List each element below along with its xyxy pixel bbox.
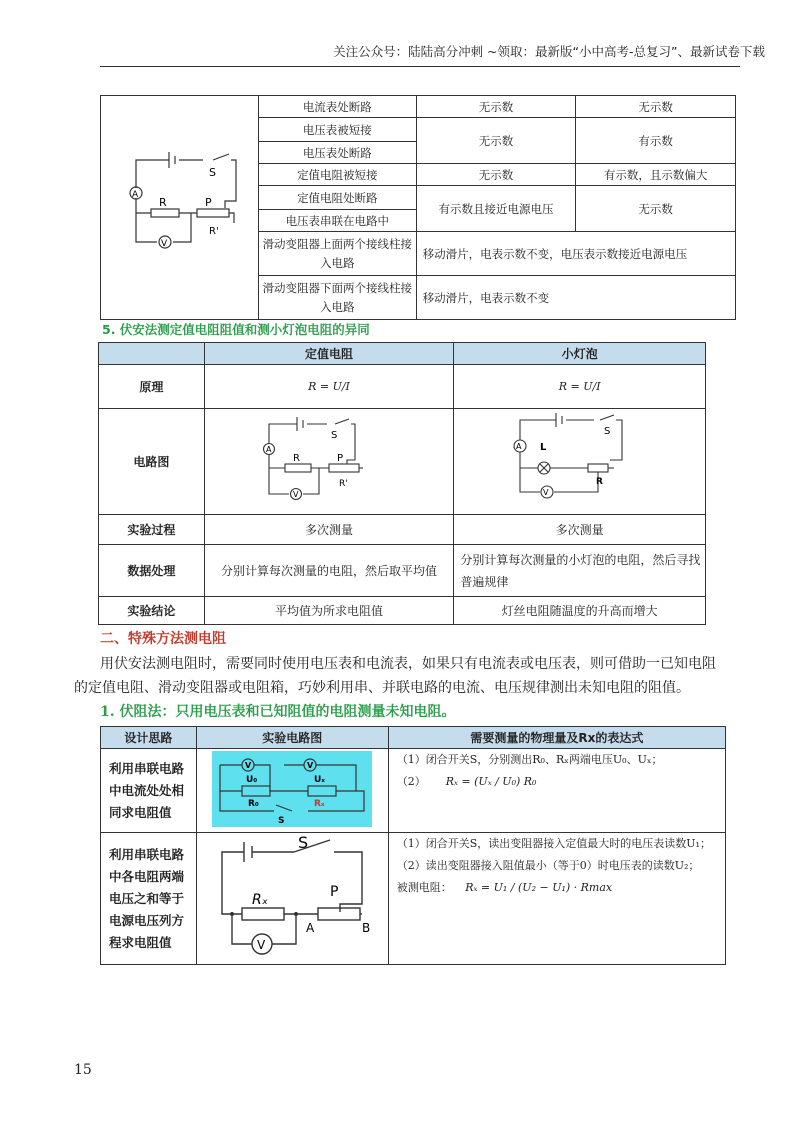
switch-label: S	[278, 816, 285, 826]
voltmeter-label: V	[292, 490, 299, 499]
terminal-b-label: B	[362, 921, 371, 935]
comparison-table	[98, 342, 706, 625]
formula-2-prefix: 被测电阻：	[396, 881, 452, 894]
fault-cell: 定值电阻被短接	[258, 164, 416, 186]
slider-label: P	[336, 453, 344, 464]
principle-formula-b: R = U/I	[454, 365, 706, 409]
section-5-title: 5. 伏安法测定值电阻阻值和测小灯泡电阻的异同	[102, 322, 370, 337]
ux-label: Uₓ	[314, 775, 326, 785]
fault-table	[100, 95, 736, 320]
step-1: （1）闭合开关S，分别测出R₀、Rₓ两端电压U₀、Uₓ；	[396, 753, 663, 766]
fault-cell: 定值电阻处断路	[258, 186, 416, 210]
fault-cell: 电流表处断路	[258, 96, 416, 118]
switch-label: S	[209, 166, 217, 179]
slider-label: P	[330, 884, 339, 900]
resistor-label: R	[159, 196, 168, 209]
fault-cell: 滑动变阻器上面两个接线柱接入电路	[258, 232, 416, 276]
special-method-table	[100, 726, 726, 965]
subsection-1-text: 1. 伏阻法：只用电压表和已知阻值的电阻测量未知电阻。	[100, 704, 456, 720]
rx-label: Rₓ	[252, 892, 269, 908]
paragraph-line-2: 的定值电阻、滑动变阻器或电阻箱，巧妙利用串、并联电路的电流、电压规律测出未知电阻的阻值。	[74, 680, 690, 696]
ammeter-cell: 无示数	[416, 96, 576, 118]
process-b: 多次测量	[454, 515, 706, 545]
header-fixed-resistor: 定值电阻	[204, 343, 454, 365]
header-empty	[99, 343, 205, 365]
ammeter-cell: 无示数	[416, 164, 576, 186]
data-b: 分别计算每次测量的小灯泡的电阻，然后寻找普遍规律	[454, 545, 706, 597]
rheostat-label: R	[595, 477, 603, 487]
slider-label: P	[205, 196, 213, 209]
voltmeter-cell: 无示数	[576, 96, 736, 118]
row-label-conclusion: 实验结论	[99, 597, 205, 625]
fault-cell: 电压表串联在电路中	[258, 210, 416, 232]
voltmeter-label: V	[307, 761, 314, 770]
circuit-b-cell	[454, 409, 706, 515]
formula-2: Rₓ = U₁ / (U₂ − U₁) · Rmax	[465, 881, 613, 894]
terminal-a-label: A	[306, 921, 315, 935]
header-rule	[100, 66, 740, 67]
rx-label: Rₓ	[314, 799, 325, 809]
circuit-diagram-rheostat	[202, 834, 382, 960]
row-label-circuit: 电路图	[99, 409, 205, 515]
circuit-diagram-fixed-resistor	[249, 410, 409, 510]
step-1: （1）闭合开关S，读出变阻器接入定值最大时的电压表读数U₁；	[396, 837, 711, 850]
switch-label: S	[603, 426, 611, 437]
circuit-2-cell	[196, 833, 388, 965]
r0-label: R₀	[248, 799, 260, 809]
section-2-title: 二、特殊方法测电阻	[100, 631, 226, 647]
fault-circuit-cell	[101, 96, 259, 320]
circuit-a-cell	[204, 409, 454, 515]
step-2-label: （2）	[396, 775, 426, 788]
page-header: 关注公众号：陆陆高分冲刺 ~领取：最新版“小中高考-总复习”、最新试卷下载	[333, 44, 765, 59]
expression-2-cell	[388, 833, 725, 965]
subsection-1-title	[100, 700, 456, 724]
conclusion-a: 平均值为所求电阻值	[204, 597, 454, 625]
fault-circuit-diagram	[101, 96, 257, 316]
circuit-diagram-bulb	[500, 410, 660, 510]
voltmeter-label: V	[245, 761, 252, 770]
ammeter-label: A	[515, 442, 522, 451]
row-label-data: 数据处理	[99, 545, 205, 597]
idea-2: 利用串联电路中各电阻两端电压之和等于电源电压列方程求电阻值	[101, 833, 197, 965]
rheostat-label: R'	[338, 479, 348, 489]
step-2: （2）读出变阻器接入阻值最小（等于0）时电压表的读数U₂；	[396, 859, 700, 872]
page-number: 15	[74, 1062, 92, 1078]
header-expression: 需要测量的物理量及Rx的表达式	[388, 727, 725, 749]
process-a: 多次测量	[204, 515, 454, 545]
switch-label: S	[298, 834, 309, 852]
ammeter-label: A	[265, 445, 272, 454]
fault-cell: 滑动变阻器下面两个接线柱接入电路	[258, 276, 416, 320]
header-circuit: 实验电路图	[196, 727, 388, 749]
ammeter-cell: 无示数	[416, 118, 576, 164]
voltmeter-label: V	[161, 239, 168, 249]
header-bulb: 小灯泡	[454, 343, 706, 365]
switch-label: S	[330, 430, 338, 441]
header-idea: 设计思路	[101, 727, 197, 749]
resistor-label: R	[292, 453, 300, 464]
step-2-row	[397, 771, 725, 793]
bulb-label: L	[539, 442, 547, 453]
circuit-diagram-series-voltmeters	[212, 751, 372, 827]
ammeter-label: A	[132, 190, 139, 200]
conclusion-b: 灯丝电阻随温度的升高而增大	[454, 597, 706, 625]
ammeter-cell: 有示数且接近电源电压	[416, 186, 576, 232]
principle-formula-a: R = U/I	[204, 365, 454, 409]
idea-1: 利用串联电路中电流处处相同求电阻值	[101, 749, 197, 833]
fault-cell: 电压表被短接	[258, 118, 416, 142]
u0-label: U₀	[246, 775, 258, 785]
voltmeter-cell: 有示数	[576, 118, 736, 164]
voltmeter-cell: 无示数	[576, 186, 736, 232]
voltmeter-label: V	[257, 938, 266, 952]
rheostat-label: R'	[209, 226, 220, 237]
row-label-process: 实验过程	[99, 515, 205, 545]
merged-result-cell: 移动滑片，电表示数不变，电压表示数接近电源电压	[416, 232, 735, 276]
merged-result-cell: 移动滑片，电表示数不变	[416, 276, 735, 320]
fault-cell: 电压表处断路	[258, 142, 416, 164]
voltmeter-cell: 有示数，且示数偏大	[576, 164, 736, 186]
row-label-principle: 原理	[99, 365, 205, 409]
expression-1-cell	[388, 749, 725, 833]
data-a: 分别计算每次测量的电阻，然后取平均值	[204, 545, 454, 597]
circuit-1-cell	[196, 749, 388, 833]
voltmeter-label: V	[542, 488, 549, 497]
formula-1: Rₓ = (Uₓ / U₀) R₀	[445, 775, 537, 788]
paragraph-line-1: 用伏安法测电阻时，需要同时使用电压表和电流表，如果只有电流表或电压表，则可借助一已知电阻	[100, 656, 716, 672]
formula-2-row	[397, 877, 725, 899]
